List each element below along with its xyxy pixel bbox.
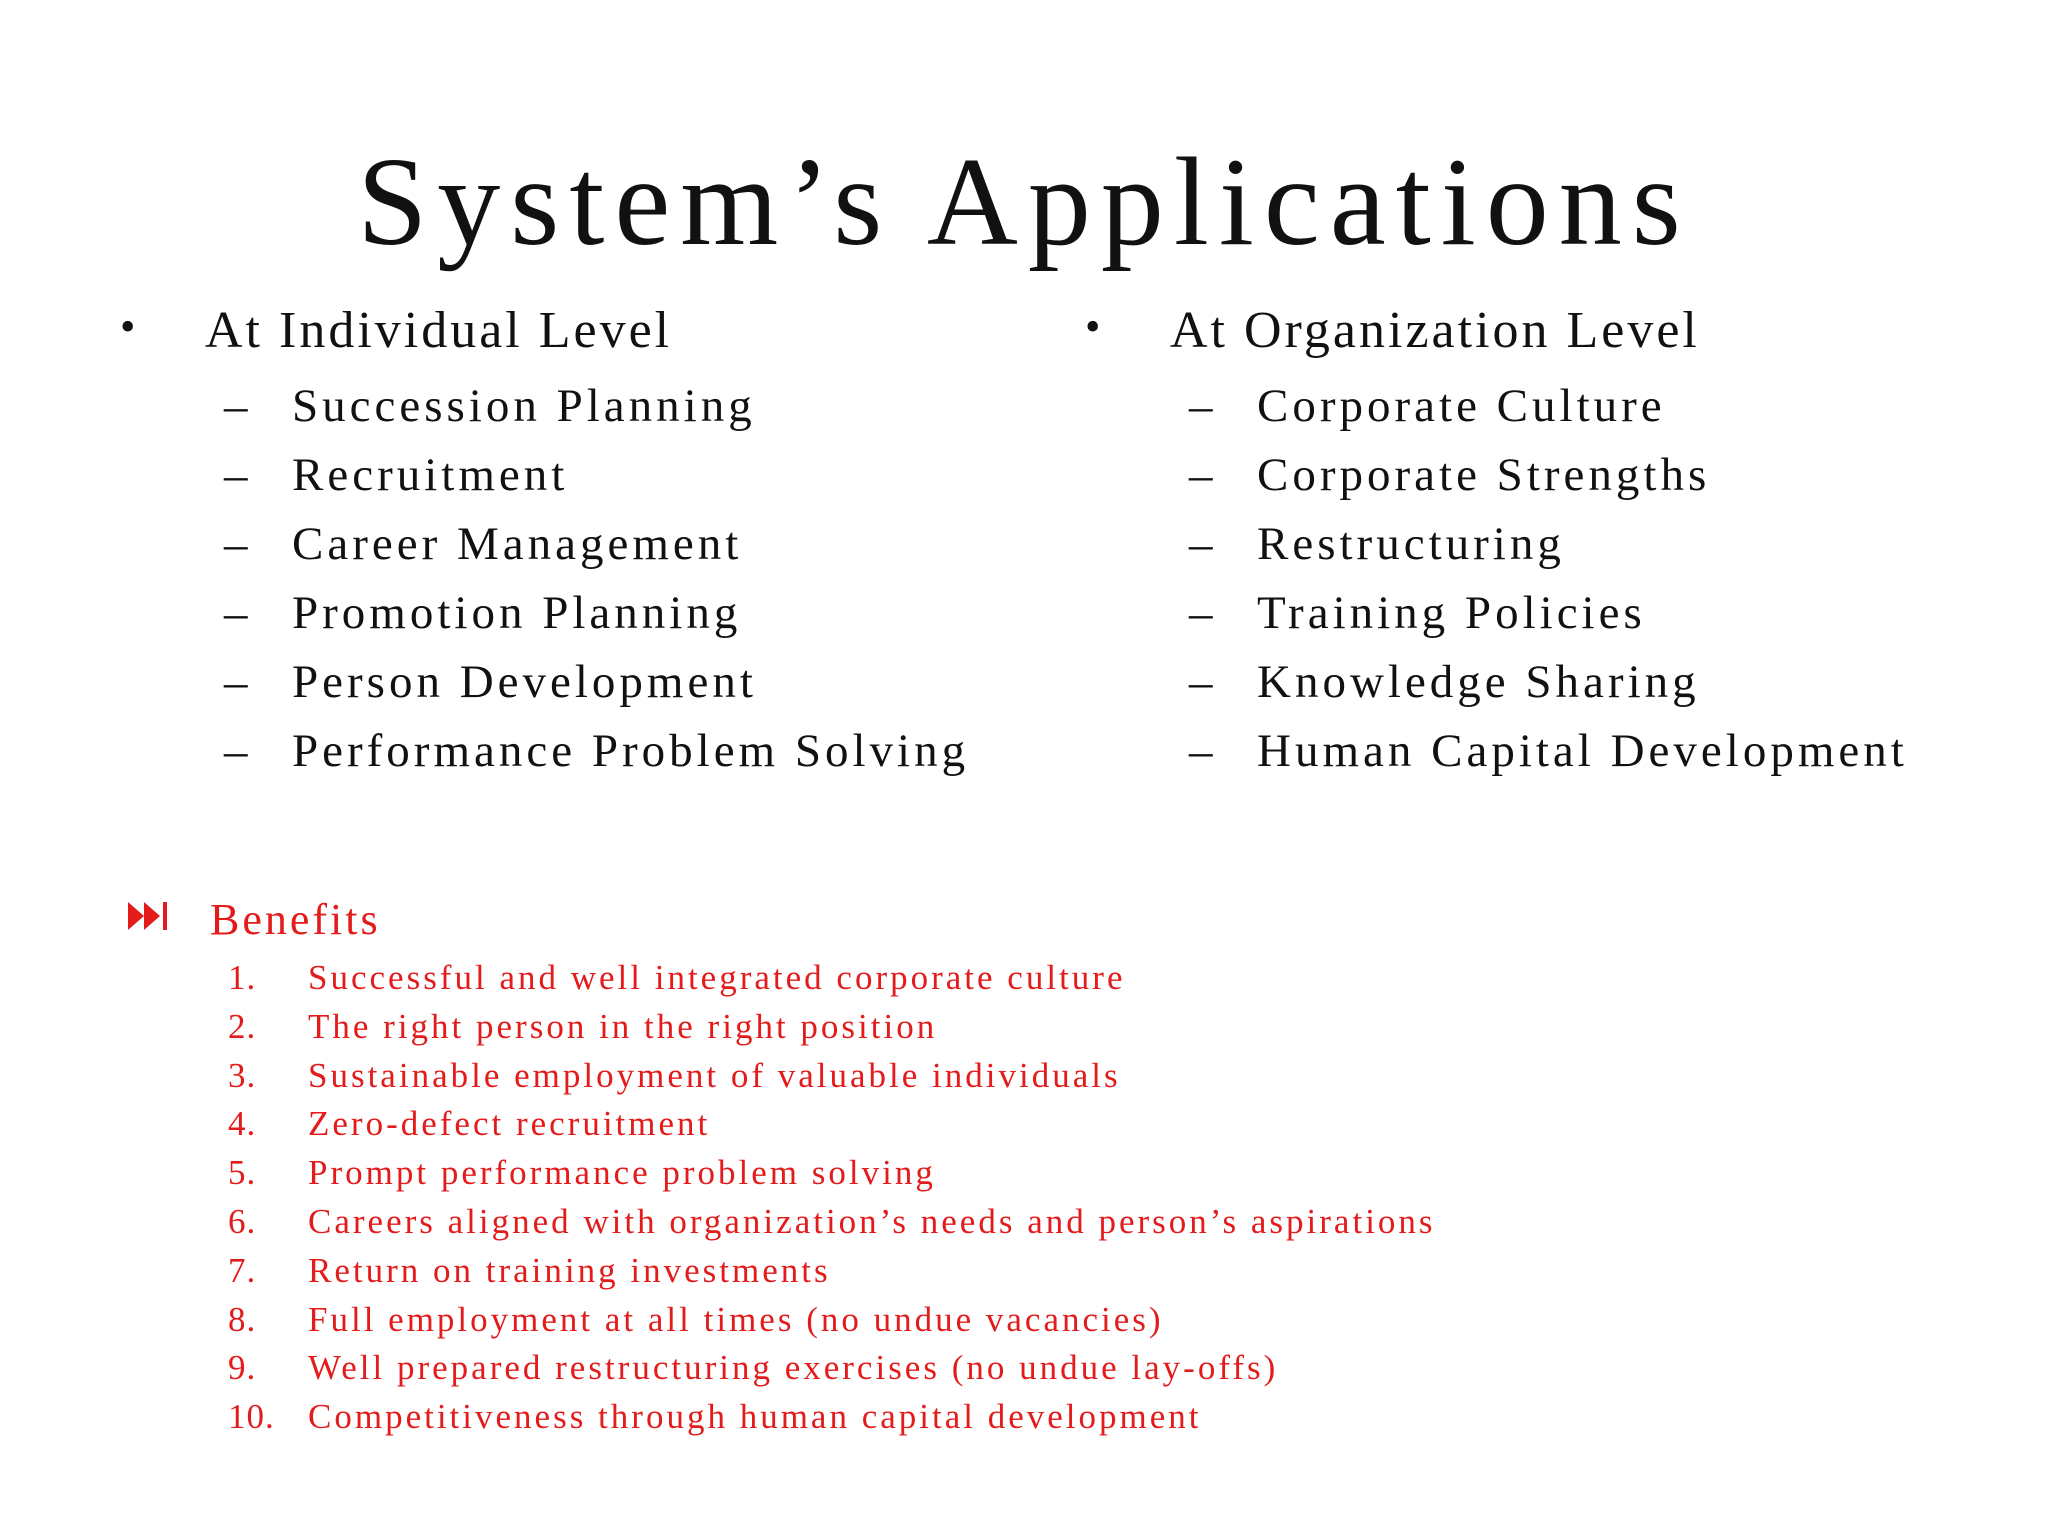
dash-icon: – [224,725,252,777]
individual-level-section [120,298,969,786]
list-item-text: Promotion Planning [292,587,742,639]
list-item [224,372,969,441]
dash-icon: – [1189,449,1217,501]
dash-icon: – [224,656,252,708]
organization-level-section [1085,298,1908,786]
list-item-text: Corporate Culture [1257,380,1666,432]
list-item [1189,372,1908,441]
list-item [228,1393,1436,1442]
list-item [228,1247,1436,1296]
benefits-heading-row [128,888,1436,950]
list-item [228,1198,1436,1247]
individual-level-heading: At Individual Level [205,302,673,359]
list-item [224,441,969,510]
list-item [1189,717,1908,786]
organization-level-heading: At Organization Level [1170,302,1700,359]
list-number: 8. [228,1299,257,1339]
dash-icon: – [1189,656,1217,708]
list-item [224,648,969,717]
list-number: 4. [228,1104,257,1144]
list-item-text: Careers aligned with organization’s needs and person’s aspirations [308,1201,1436,1241]
list-item-text: Successful and well integrated corporate culture [308,958,1126,997]
list-item [228,1296,1436,1345]
list-item-text: Succession Planning [292,380,756,432]
dash-icon: – [1189,518,1217,570]
list-item [1189,441,1908,510]
list-item [228,1149,1436,1198]
list-item [224,510,969,579]
list-item [228,1003,1436,1052]
dash-icon: – [224,449,252,501]
list-item-text: Well prepared restructuring exercises (no undue lay-offs) [308,1348,1279,1388]
list-number: 5. [228,1153,257,1193]
dash-icon: – [1189,587,1217,639]
list-item [224,579,969,648]
organization-level-heading-row [1085,298,1908,364]
bullet-icon: • [120,302,139,351]
list-number: 7. [228,1250,257,1290]
list-number: 6. [228,1201,257,1241]
list-item-text: Full employment at all times (no undue vacancies) [308,1299,1164,1339]
skip-forward-icon [128,899,210,939]
list-item [1189,579,1908,648]
list-number: 1. [228,958,257,997]
individual-level-heading-row [120,298,969,364]
list-number: 9. [228,1348,257,1388]
list-item [228,1052,1436,1101]
bullet-icon: • [1085,302,1104,351]
list-item [228,954,1436,1003]
organization-level-list [1085,372,1908,786]
list-item [1189,510,1908,579]
dash-icon: – [224,380,252,432]
list-item-text: Training Policies [1257,587,1646,639]
dash-icon: – [224,518,252,570]
slide-title: System’s Applications [357,133,1691,272]
list-item [228,1100,1436,1149]
list-item-text: The right person in the right position [308,1006,938,1046]
list-item-text: Person Development [292,656,757,708]
list-item-text: Knowledge Sharing [1257,656,1700,708]
list-item-text: Performance Problem Solving [292,725,970,777]
list-item [228,1344,1436,1393]
dash-icon: – [1189,380,1217,432]
dash-icon: – [224,587,252,639]
list-item-text: Competitiveness through human capital development [308,1397,1202,1437]
list-number: 3. [228,1055,257,1095]
list-item [1189,648,1908,717]
list-item-text: Human Capital Development [1257,725,1908,777]
list-item-text: Prompt performance problem solving [308,1153,936,1193]
benefits-list [128,954,1436,1442]
list-item [224,717,969,786]
dash-icon: – [1189,725,1217,777]
list-item-text: Corporate Strengths [1257,449,1711,501]
benefits-heading: Benefits [210,894,381,944]
list-number: 10. [228,1397,275,1437]
list-item-text: Sustainable employment of valuable individuals [308,1055,1121,1095]
benefits-section [128,888,1436,1442]
list-item-text: Recruitment [292,449,569,501]
list-item-text: Return on training investments [308,1250,831,1290]
list-item-text: Restructuring [1257,518,1565,570]
list-item-text: Career Management [292,518,743,570]
list-item-text: Zero-defect recruitment [308,1104,711,1144]
list-number: 2. [228,1006,257,1046]
individual-level-list [120,372,969,786]
